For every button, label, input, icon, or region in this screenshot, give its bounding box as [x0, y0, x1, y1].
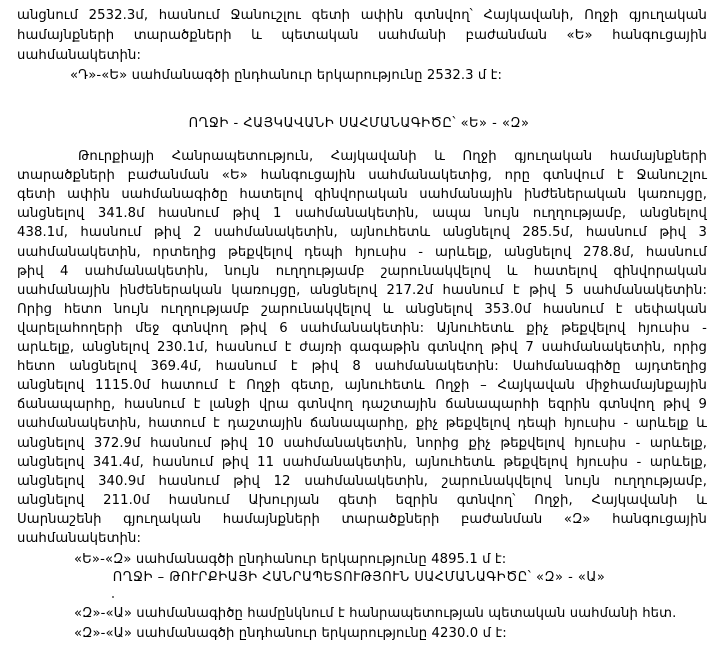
section-ez-line: սահմանային ինժեներական կառույցը, անցնելով 217.2մ հասնում է թիվ 5 սահմանակետին:: [17, 282, 707, 298]
section-ez-line: տարածքների բաժանման «Ե» հանգուցային սահմանակետից, որը գտնվում է Ջանուշլու: [17, 168, 707, 184]
section-ez-line: Թուրքիայի Հանրապետություն, Հայկավանի և Ողջի գյուղական համայնքների: [78, 149, 707, 164]
section-za-heading: ՈՂՋԻ – ԹՈՒՐՔԻԱՅԻ ՀԱՆՐԱՊԵՏՈՒԹՅՈՒՆ ՍԱՀՄԱՆԱԳԻԾԸ՝ «Զ» - «Ա»: [112, 570, 606, 585]
section-ez-line: անցնելով 340.9մ հասնում թիվ 12 սահմանակետին, շարունակվելով նույն ուղղությամբ,: [17, 473, 707, 489]
total-ez-length: «Ե»-«Զ» սահմանագծի ընդհանուր երկարությունը 4895.1 մ է:: [74, 552, 507, 568]
total-de-length: «Դ»-«Ե» սահմանագծի ընդհանուր երկարությունը 2532.3 մ է:: [70, 68, 503, 83]
section-ez-line: թիվ 4 սահմանակետին, նույն ուղղությամբ շարունակվելով և հատելով զինվորական: [17, 263, 707, 279]
section-ez-line: անցնելով 341.4մ, հասնում թիվ 11 սահմանակետին, այնուհետև թեքվելով հյուսիս - արևելք,: [17, 454, 707, 470]
scan-speck: [112, 596, 114, 598]
section-ez-line: հետո անցնելով 369.4մ, հասնում է թիվ 8 սահմանակետին: Սահմանագիծը այդտեղից: [17, 359, 707, 375]
section-ez-line: անցնելով 341.8մ հասնում թիվ 1 սահմանակետին, ապա նույն ուղղությամբ, անցնելով: [17, 206, 707, 222]
section-ez-line: սահմանակետին, որտեղից թեքվելով դեպի հյուսիս - արևելք, անցնելով 278.8մ, հասնում: [17, 244, 707, 260]
section-ez-line: վարելահողերի մեջ գտնվող թիվ 6 սահմանակետին: Այնուհետև քիչ թեքվելով հյուսիս -: [17, 320, 707, 336]
intro-line-1: անցնում 2532.3մ, հասնում Ջանուշլու գետի ափին գտնվող՝ Հայկավանի, Ողջի գյուղական: [17, 8, 707, 23]
intro-line-2: համայնքների տարածքների և պետական սահմանի բաժանման «Ե» հանգուցային: [17, 28, 707, 43]
section-ez-line: ճանապարհը, հասնում է լանջի վրա գտնվող դաշտային ճանապարհի եզրին գտնվող թիվ 9: [17, 397, 707, 413]
section-ez-line: սահմանակետին, հատում է դաշտային ճանապարհը, քիչ թեքվելով դեպի հյուսիս - արևելք և: [17, 416, 707, 432]
section-ez-line: Սարնաշենի գյուղական համայնքների տարածքների բաժանման «Զ» հանգուցային: [17, 511, 707, 527]
total-za-length: «Զ»-«Ա» սահմանագծի ընդհանուր երկարությունը 4230.0 մ է:: [74, 626, 507, 641]
section-za-line: «Զ»-«Ա» սահմանագիծը համընկնում է հանրապետության պետական սահմանի հետ.: [74, 606, 677, 621]
section-ez-line: Որից հետո նույն ուղղությամբ շարունակվելով և անցնելով 353.0մ հասնում է սեփական: [17, 301, 707, 317]
section-ez-line: գետի ափին սահմանագիծը հատելով զինվորական սահմանային ինժեներական կառույցը,: [17, 187, 707, 203]
section-ez-heading: ՈՂՋԻ - ՀԱՅԿԱՎԱՆԻ ՍԱՀՄԱՆԱԳԻԾԸ՝ «Ե» - «Զ»: [188, 116, 530, 131]
section-ez-line: անցնելով 372.9մ հասնում թիվ 10 սահմանակետին, նորից քիչ թեքվելով հյուսիս - արևելք,: [17, 435, 707, 451]
section-ez-line: արևելք, անցնելով 230.1մ, հասնում է ժայռի գագաթին գտնվող թիվ 7 սահմանակետին, որից: [17, 340, 707, 355]
section-ez-line: սահմանակետին:: [17, 531, 141, 546]
section-ez-line: անցնելով 1115.0մ հատում է Ողջի գետը, այնուհետև Ողջի – Հայկավան միջհամայնքային: [17, 378, 707, 394]
section-ez-line: անցնելով 211.0մ հասնում Ախուրյան գետի եզրին գտնվող՝ Ողջի, Հայկավանի և: [17, 492, 707, 508]
intro-line-3: սահմանակետին:: [17, 48, 141, 63]
section-ez-line: 438.1մ, հասնում թիվ 2 սահմանակետին, այնուհետև անցնելով 285.5մ, հասնում թիվ 3: [17, 225, 707, 241]
